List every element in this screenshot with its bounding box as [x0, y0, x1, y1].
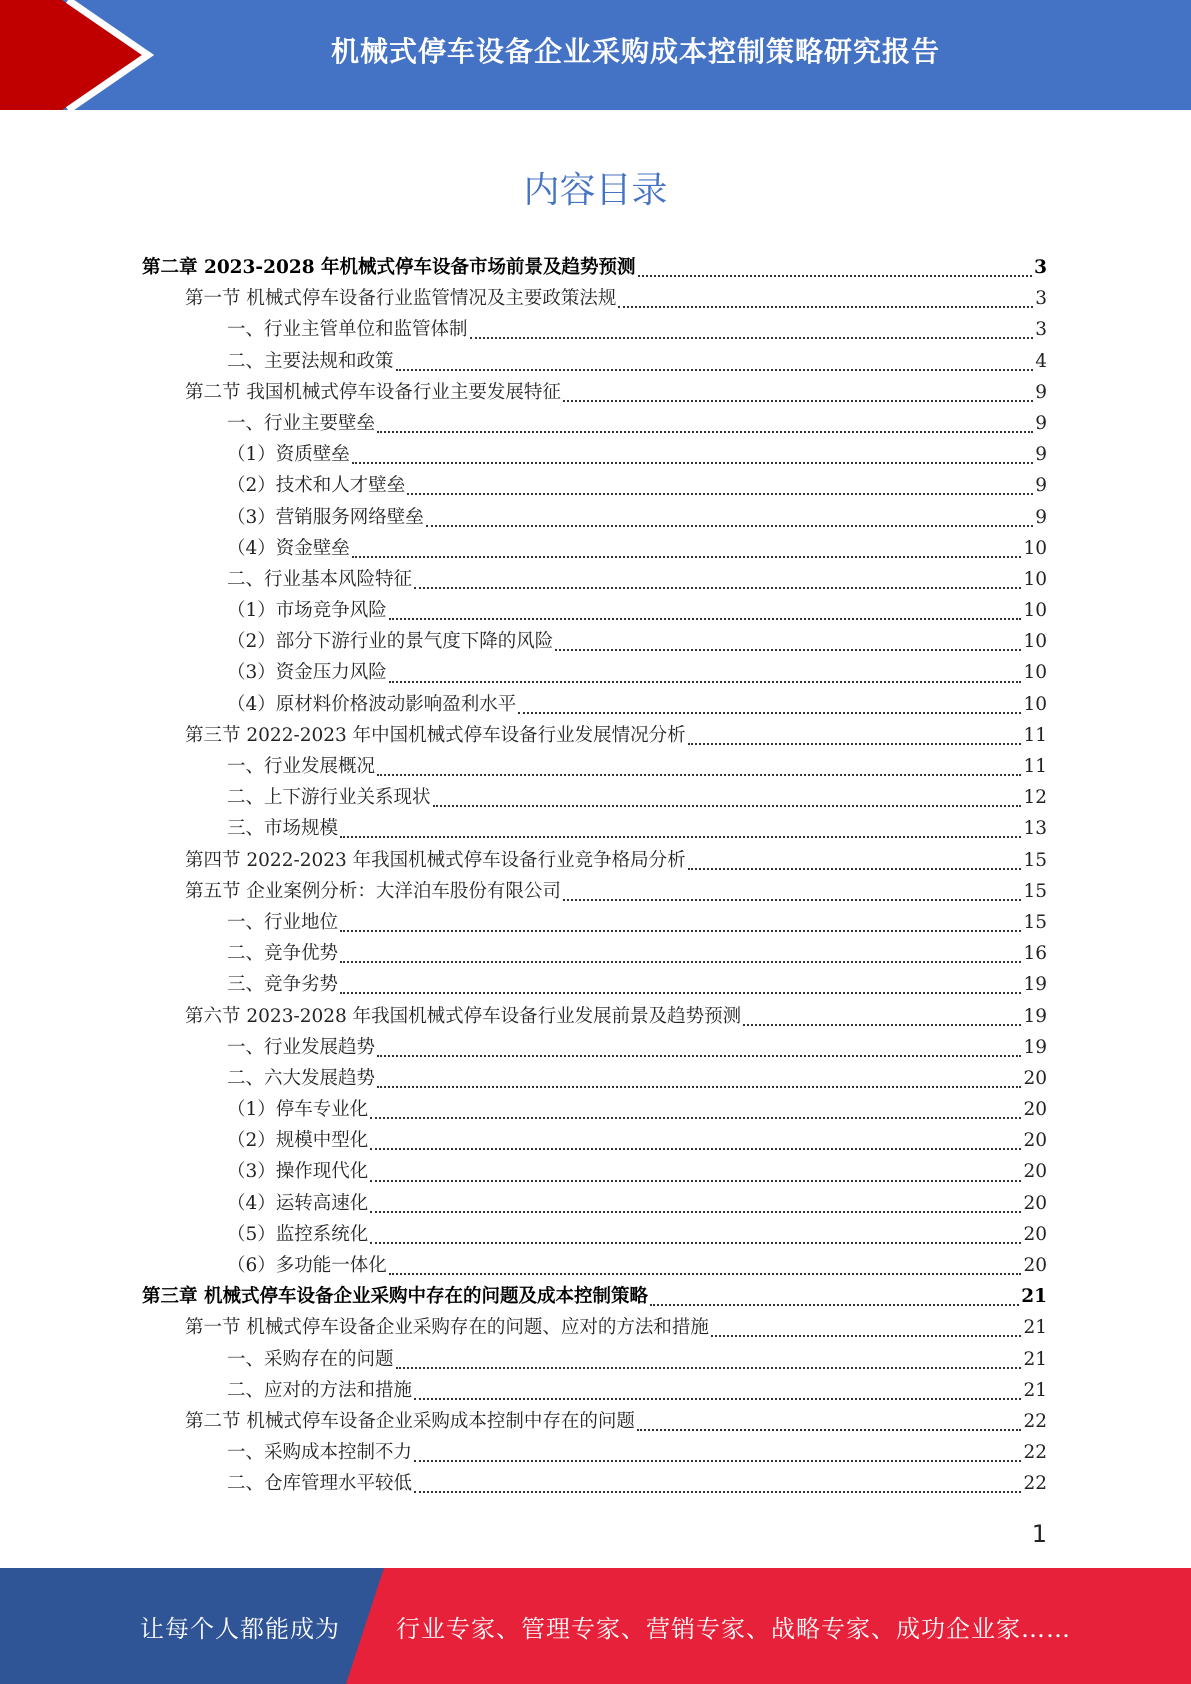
toc-entry[interactable] — [142, 378, 1047, 409]
toc-dot-leader — [555, 648, 1021, 651]
toc-entry-page: 9 — [1035, 475, 1047, 497]
toc-entry[interactable] — [142, 1126, 1047, 1157]
toc-entry-page: 9 — [1035, 381, 1047, 403]
toc-entry[interactable] — [142, 315, 1047, 346]
toc-entry[interactable] — [142, 503, 1047, 534]
toc-entry[interactable] — [142, 1189, 1047, 1220]
toc-entry-label: 第四节 2022-2023 年我国机械式停车设备行业竞争格局分析 — [185, 849, 686, 871]
toc-entry-label: 第六节 2023-2028 年我国机械式停车设备行业发展前景及趋势预测 — [185, 1005, 742, 1027]
toc-entry-page: 20 — [1023, 1067, 1047, 1089]
toc-entry-page: 22 — [1023, 1442, 1047, 1464]
toc-entry-label: 第五节 企业案例分析：大洋泊车股份有限公司 — [185, 880, 561, 902]
toc-entry-label: （3）营销服务网络壁垒 — [227, 506, 424, 528]
toc-dot-leader — [711, 1334, 1022, 1337]
toc-entry[interactable] — [142, 440, 1047, 471]
toc-dot-leader — [370, 1116, 1021, 1119]
toc-entry-page: 22 — [1023, 1473, 1047, 1495]
toc-dot-leader — [637, 1428, 1022, 1431]
toc-entry-label: 二、竞争优势 — [227, 943, 339, 965]
page-number: 1 — [1031, 1520, 1047, 1548]
toc-entry-page: 19 — [1023, 1036, 1047, 1058]
toc-entry-label: 第二节 我国机械式停车设备行业主要发展特征 — [185, 381, 561, 403]
toc-entry-page: 4 — [1035, 350, 1047, 372]
toc-entry-page: 10 — [1023, 600, 1047, 622]
report-title: 机械式停车设备企业采购成本控制策略研究报告 — [330, 35, 940, 68]
toc-dot-leader — [377, 1054, 1021, 1057]
toc-entry-page: 10 — [1023, 537, 1047, 559]
toc-entry[interactable] — [142, 534, 1047, 565]
toc-dot-leader — [470, 336, 1034, 339]
toc-entry-page: 10 — [1023, 662, 1047, 684]
toc-entry-label: （4）原材料价格波动影响盈利水平 — [227, 693, 517, 715]
toc-entry-page: 9 — [1035, 412, 1047, 434]
toc-entry-page: 10 — [1023, 568, 1047, 590]
toc-entry[interactable] — [142, 409, 1047, 440]
toc-entry-page: 11 — [1023, 756, 1047, 777]
toc-dot-leader — [340, 991, 1021, 994]
toc-dot-leader — [340, 835, 1021, 838]
toc-dot-leader — [414, 1397, 1021, 1400]
toc-entry-label: 二、应对的方法和措施 — [227, 1379, 413, 1401]
toc-entry[interactable] — [142, 1064, 1047, 1095]
toc-entry[interactable] — [142, 877, 1047, 908]
toc-entry-page: 10 — [1023, 631, 1047, 653]
toc-dot-leader — [352, 461, 1033, 464]
toc-dot-leader — [377, 1085, 1021, 1088]
toc-entry[interactable] — [142, 284, 1047, 315]
toc-entry-label: （5）监控系统化 — [227, 1223, 369, 1245]
toc-entry-label: （1）市场竞争风险 — [227, 600, 387, 622]
toc-entry[interactable] — [142, 1002, 1047, 1033]
toc-entry[interactable] — [142, 1313, 1047, 1344]
toc-entry[interactable] — [142, 752, 1047, 783]
toc-dot-leader — [407, 492, 1033, 495]
footer-slogan-right: 行业专家、管理专家、营销专家、战略专家、成功企业家…… — [396, 1614, 1071, 1643]
toc-dot-leader — [370, 1241, 1021, 1244]
toc-entry-page: 19 — [1023, 1005, 1047, 1027]
toc-entry[interactable] — [142, 1376, 1047, 1407]
toc-entry-page: 9 — [1035, 506, 1047, 528]
toc-entry-page: 19 — [1023, 974, 1047, 996]
toc-entry-page: 21 — [1023, 1348, 1047, 1370]
header-band — [0, 0, 1191, 110]
toc-entry[interactable] — [142, 1033, 1047, 1064]
toc-entry-label: （1）停车专业化 — [227, 1099, 369, 1121]
toc-entry-label: 一、采购成本控制不力 — [227, 1442, 413, 1464]
toc-dot-leader — [396, 368, 1034, 371]
toc-entry[interactable] — [142, 1251, 1047, 1282]
toc-dot-leader — [414, 586, 1021, 589]
toc-entry[interactable] — [142, 347, 1047, 378]
toc-dot-leader — [389, 1272, 1022, 1275]
toc-entry-label: 第三章 机械式停车设备企业采购中存在的问题及成本控制策略 — [142, 1286, 648, 1308]
toc-entry-label: 一、行业发展概况 — [227, 756, 376, 777]
toc-entry-label: 二、行业基本风险特征 — [227, 568, 413, 590]
toc-entry-page: 20 — [1023, 1099, 1047, 1121]
toc-entry[interactable] — [142, 471, 1047, 502]
toc-entry-page: 16 — [1023, 943, 1047, 965]
toc-entry-label: （4）资金壁垒 — [227, 537, 350, 559]
toc-entry-label: 一、行业主管单位和监管体制 — [227, 319, 468, 341]
toc-entry-label: 一、行业地位 — [227, 911, 339, 933]
toc-dot-leader — [377, 773, 1021, 776]
toc-entry[interactable] — [142, 1345, 1047, 1376]
footer-slogan-left: 让每个人都能成为 — [140, 1614, 340, 1643]
toc-entry-page: 11 — [1023, 724, 1047, 746]
toc-entry-label: 第二节 机械式停车设备企业采购成本控制中存在的问题 — [185, 1410, 635, 1432]
toc-entry[interactable] — [142, 783, 1047, 814]
toc-dot-leader — [426, 524, 1033, 527]
toc-entry-page: 9 — [1035, 444, 1047, 466]
toc-heading: 内容目录 — [523, 170, 668, 211]
toc-entry[interactable] — [142, 1220, 1047, 1251]
toc-dot-leader — [414, 1490, 1021, 1493]
toc-dot-leader — [743, 1023, 1021, 1026]
toc-entry-label: 三、竞争劣势 — [227, 974, 339, 996]
toc-entry[interactable] — [142, 1438, 1047, 1469]
toc-dot-leader — [414, 1459, 1021, 1462]
toc-dot-leader — [563, 898, 1022, 901]
toc-dot-leader — [433, 804, 1022, 807]
toc-entry-page: 20 — [1023, 1192, 1047, 1214]
toc-dot-leader — [688, 742, 1022, 745]
toc-dot-leader — [518, 711, 1021, 714]
toc-entry[interactable] — [142, 690, 1047, 721]
toc-entry[interactable] — [142, 908, 1047, 939]
toc-entry-page: 20 — [1023, 1161, 1047, 1183]
toc-entry[interactable] — [142, 1157, 1047, 1188]
toc-entry[interactable] — [142, 939, 1047, 970]
toc-entry-page: 3 — [1035, 319, 1047, 341]
toc-entry-page: 22 — [1023, 1410, 1047, 1432]
toc-dot-leader — [389, 680, 1022, 683]
toc-entry[interactable] — [142, 721, 1047, 752]
toc-dot-leader — [377, 430, 1033, 433]
toc-entry[interactable] — [142, 596, 1047, 627]
toc-entry-label: （2）规模中型化 — [227, 1130, 369, 1152]
toc-dot-leader — [340, 960, 1021, 963]
toc-entry-page: 20 — [1023, 1255, 1047, 1276]
toc-entry-label: （3）资金压力风险 — [227, 662, 387, 684]
toc-dot-leader — [563, 399, 1033, 402]
toc-entry-page: 3 — [1035, 288, 1047, 310]
toc-entry-page: 20 — [1023, 1223, 1047, 1245]
toc-entry-label: （4）运转高速化 — [227, 1192, 369, 1214]
toc-dot-leader — [370, 1210, 1021, 1213]
toc-entry-label: 第一节 机械式停车设备行业监管情况及主要政策法规 — [185, 288, 617, 310]
toc-entry-label: 二、六大发展趋势 — [227, 1067, 376, 1089]
toc-entry-label: （2）技术和人才壁垒 — [227, 475, 406, 497]
toc-entry-page: 21 — [1021, 1286, 1047, 1308]
toc-entry[interactable] — [142, 846, 1047, 877]
toc-dot-leader — [638, 274, 1033, 277]
toc-entry[interactable] — [142, 658, 1047, 689]
toc-dot-leader — [396, 1366, 1022, 1369]
toc-entry-label: 二、上下游行业关系现状 — [227, 787, 431, 809]
toc-entry-label: 三、市场规模 — [227, 818, 339, 840]
toc-entry[interactable] — [142, 1095, 1047, 1126]
toc-entry[interactable] — [142, 1407, 1047, 1438]
toc-entry[interactable] — [142, 970, 1047, 1001]
toc-dot-leader — [370, 1179, 1021, 1182]
toc-entry-page: 21 — [1023, 1317, 1047, 1339]
toc-entry-label: 第三节 2022-2023 年中国机械式停车设备行业发展情况分析 — [185, 724, 686, 746]
toc-entry[interactable] — [142, 814, 1047, 845]
toc-entry[interactable] — [142, 253, 1047, 284]
toc-dot-leader — [688, 867, 1022, 870]
toc-entry-label: （1）资质壁垒 — [227, 444, 350, 466]
toc-entry-page: 15 — [1023, 880, 1047, 902]
toc-entry[interactable] — [142, 565, 1047, 596]
toc-entry-label: 二、仓库管理水平较低 — [227, 1473, 413, 1495]
toc-entry-page: 20 — [1023, 1130, 1047, 1152]
table-of-contents — [142, 253, 1047, 1501]
toc-entry-label: 二、主要法规和政策 — [227, 350, 394, 372]
toc-entry-label: 第二章 2023-2028 年机械式停车设备市场前景及趋势预测 — [142, 257, 636, 278]
toc-entry-label: 一、行业主要壁垒 — [227, 412, 376, 434]
toc-entry-label: 一、采购存在的问题 — [227, 1348, 394, 1370]
toc-entry-page: 13 — [1023, 818, 1047, 840]
toc-entry-page: 21 — [1023, 1379, 1047, 1401]
toc-dot-leader — [389, 617, 1022, 620]
toc-dot-leader — [370, 1147, 1021, 1150]
toc-entry[interactable] — [142, 1469, 1047, 1500]
toc-entry-label: 一、行业发展趋势 — [227, 1036, 376, 1058]
toc-entry-page: 10 — [1023, 693, 1047, 715]
toc-dot-leader — [618, 305, 1033, 308]
toc-entry-label: （2）部分下游行业的景气度下降的风险 — [227, 631, 554, 653]
toc-dot-leader — [650, 1303, 1019, 1306]
toc-entry-page: 15 — [1023, 849, 1047, 871]
toc-entry[interactable] — [142, 627, 1047, 658]
toc-dot-leader — [352, 555, 1022, 558]
toc-entry-label: （3）操作现代化 — [227, 1161, 369, 1183]
toc-entry-label: （6）多功能一体化 — [227, 1255, 387, 1276]
toc-entry-page: 3 — [1034, 257, 1047, 278]
toc-dot-leader — [340, 929, 1021, 932]
footer-band — [0, 1568, 1191, 1684]
toc-entry-label: 第一节 机械式停车设备企业采购存在的问题、应对的方法和措施 — [185, 1317, 709, 1339]
toc-entry-page: 12 — [1023, 787, 1047, 809]
toc-entry[interactable] — [142, 1282, 1047, 1313]
toc-entry-page: 15 — [1023, 911, 1047, 933]
